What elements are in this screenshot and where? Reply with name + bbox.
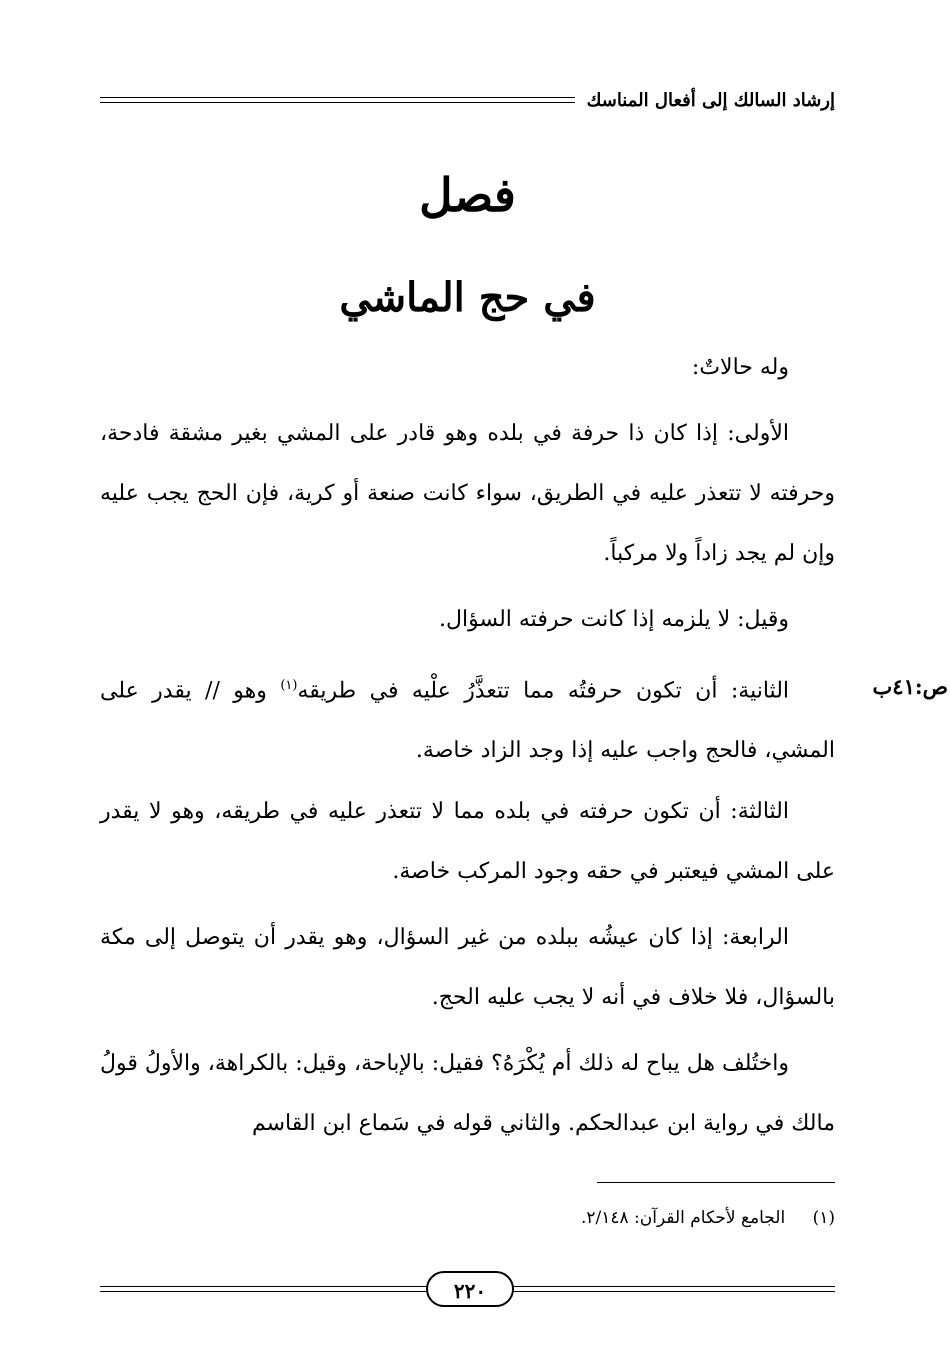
- footnote-text: الجامع لأحكام القرآن: ٢/١٤٨.: [580, 1208, 786, 1228]
- book-title: إرشاد السالك إلى أفعال المناسك: [586, 90, 835, 111]
- footnote: [300, 1198, 835, 1238]
- section-subtitle: في حج الماشي: [339, 274, 596, 321]
- footnote-reference[interactable]: (١): [280, 678, 298, 693]
- page-number: ٢٢٠: [426, 1271, 514, 1307]
- paragraph-second-case-start: الثانية: أن تكون حرفتُه مما تتعذَّرُ علْيه في طريقه: [297, 678, 790, 704]
- header-double-rule: [100, 97, 575, 103]
- footer-rule-left: [100, 1286, 428, 1292]
- paragraph-second-case-rest: وهو // يقدر على المشي، فالحج واجب عليه إذا وجد الزاد خاصة.: [100, 678, 835, 764]
- footnote-number: (١): [812, 1208, 835, 1228]
- paragraph-second-case: [100, 656, 835, 781]
- running-header: [100, 86, 835, 116]
- paragraph-disagreement: واختُلف هل يباح له ذلك أم يُكْرَهُ؟ فقيل: بالإباحة، وقيل: بالكراهة، والأولُ قولُ مالك في رواية ابن عبدالحكم. والثاني قوله في سَماع ابن القاسم: [100, 1051, 835, 1136]
- paragraph-first-case: الأولى: إذا كان ذا حرفة في بلده وهو قادر على المشي بغير مشقة فادحة، وحرفته لا تتعذر عليه في الطريق، سواء كانت صنعة أو كرية، فإن الحج يجب عليه وإن لم يجد زاداً ولا مركباً.: [100, 421, 835, 566]
- paragraph-third-case: الثالثة: أن تكون حرفته في بلده مما لا تتعذر عليه في طريقه، وهو لا يقدر على المشي فيعتبر في حقه وجود المركب خاصة.: [100, 799, 835, 884]
- manuscript-page-marker: ص:٤١ب: [872, 674, 948, 699]
- paragraph-intro: وله حالاتٌ:: [691, 355, 789, 380]
- footer-rule-right: [512, 1286, 835, 1292]
- paragraph-alternative-view: وقيل: لا يلزمه إذا كانت حرفته السؤال.: [439, 607, 789, 632]
- footnote-separator: [597, 1182, 835, 1183]
- paragraph-fourth-case: الرابعة: إذا كان عيشُه ببلده من غير السؤال، وهو يقدر أن يتوصل إلى مكة بالسؤال، فلا خلاف في أنه لا يجب عليه الحج.: [100, 925, 835, 1010]
- section-title: فصل: [419, 168, 516, 222]
